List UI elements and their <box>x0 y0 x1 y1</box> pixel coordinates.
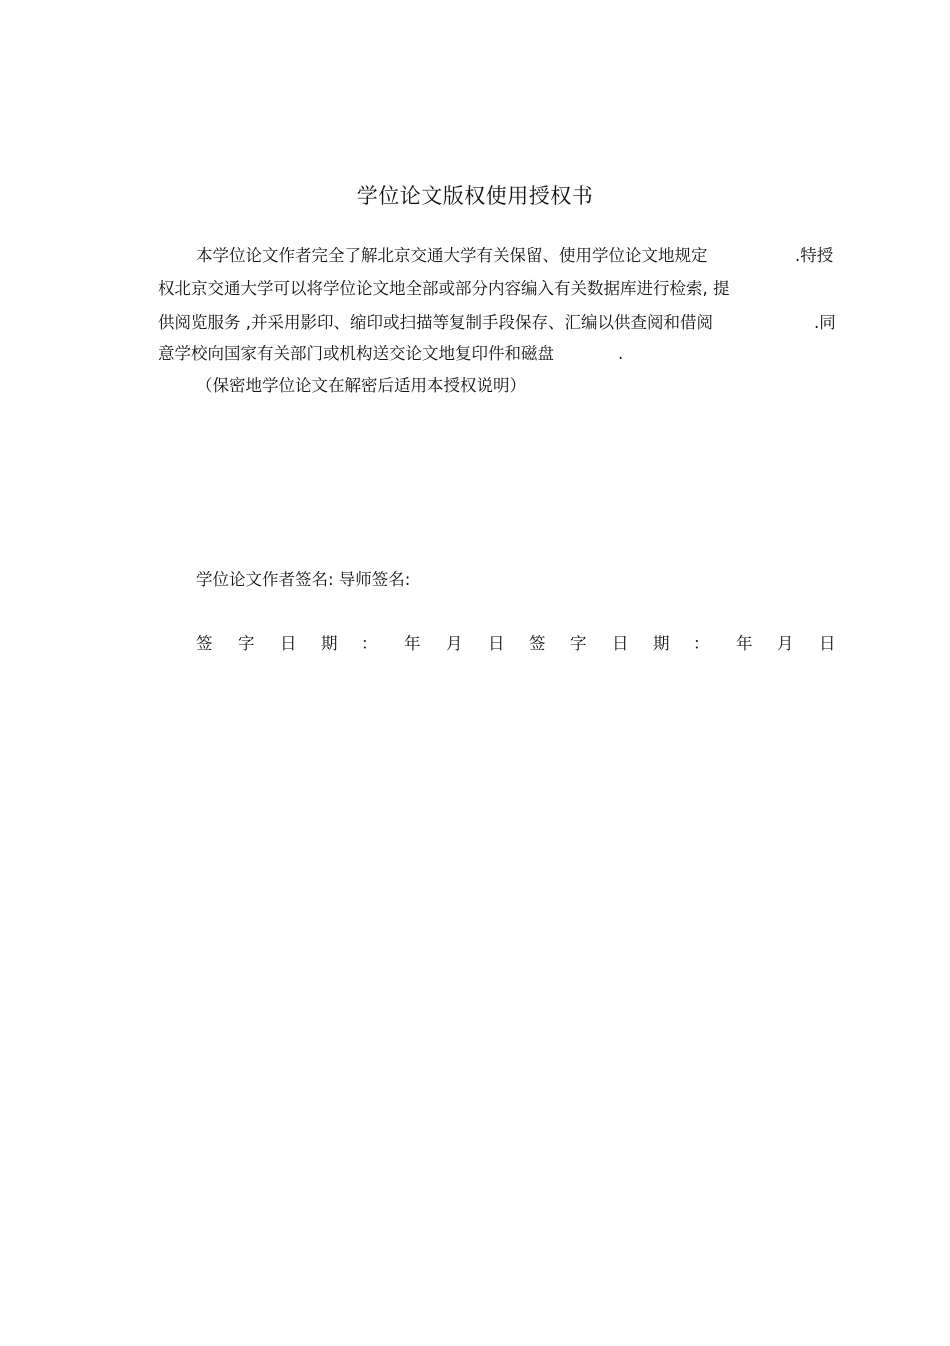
signature-line: 学位论文作者签名: 导师签名: <box>196 570 411 589</box>
date-char: ： <box>361 634 378 653</box>
paragraph-line-4: 意学校向国家有关部门或机构送交论文地复印件和磁盘 <box>158 344 554 363</box>
date-char: 日 <box>488 634 505 653</box>
paragraph-line-4-tail: . <box>618 344 624 363</box>
date-char: 月 <box>777 634 794 653</box>
date-char: 年 <box>736 634 753 653</box>
document-title: 学位论文版权使用授权书 <box>356 184 594 208</box>
date-char: 年 <box>404 634 421 653</box>
date-char: 期 <box>653 634 670 653</box>
date-char: 签 <box>529 634 546 653</box>
date-char: 日 <box>819 634 836 653</box>
paragraph-line-1-tail: .特授 <box>795 246 834 265</box>
date-char: 日 <box>280 634 297 653</box>
paragraph-line-1: 本学位论文作者完全了解北京交通大学有关保留、使用学位论文地规定 <box>196 246 708 265</box>
date-char: 字 <box>238 634 255 653</box>
date-char: 月 <box>446 634 463 653</box>
date-char: 期 <box>321 634 338 653</box>
paragraph-line-2: 权北京交通大学可以将学位论文地全部或部分内容编入有关数据库进行检索, 提 <box>158 279 730 298</box>
date-char: 日 <box>612 634 629 653</box>
paragraph-line-3-tail: .同 <box>814 313 836 332</box>
paragraph-line-3: 供阅览服务 ,并采用影印、缩印或扫描等复制手段保存、汇编以供查阅和借阅 <box>158 313 713 332</box>
date-char: ： <box>693 634 710 653</box>
confidential-note: （保密地学位论文在解密后适用本授权说明） <box>196 376 526 395</box>
date-char: 签 <box>196 634 213 653</box>
date-char: 字 <box>570 634 587 653</box>
